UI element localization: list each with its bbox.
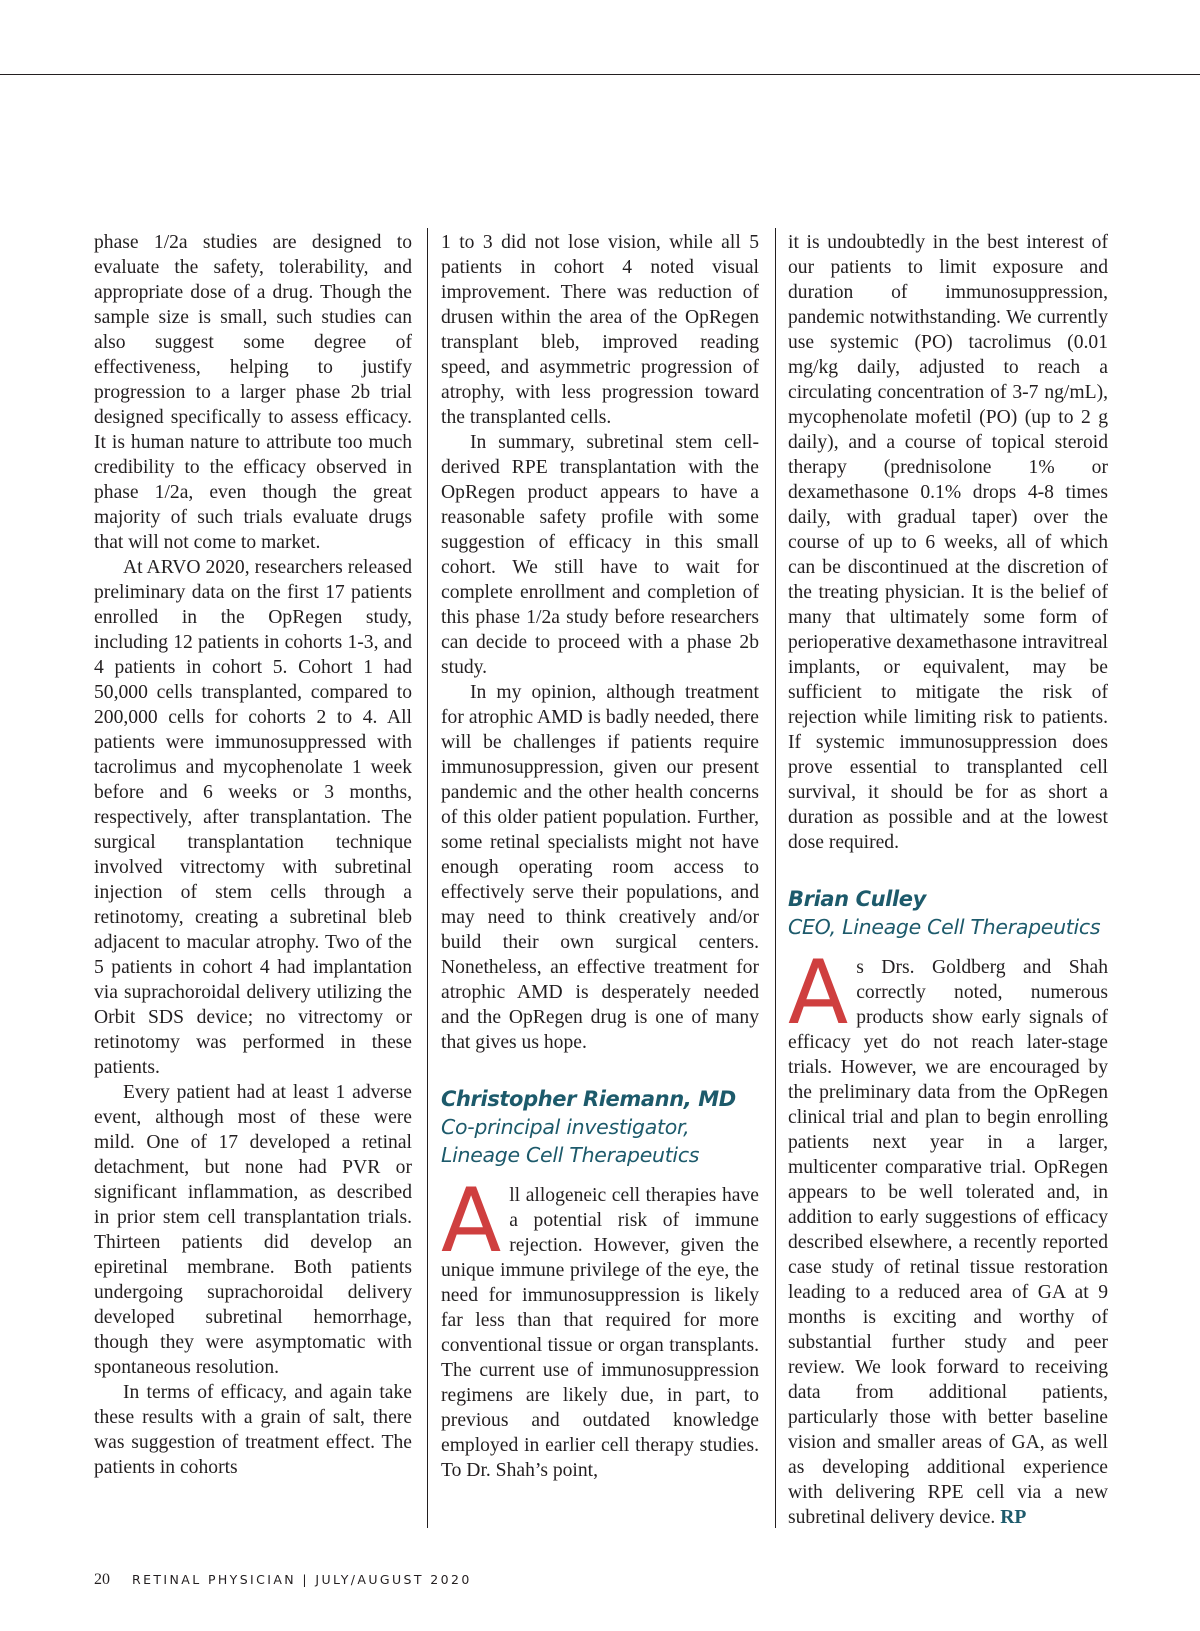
column-2 (441, 230, 759, 1538)
paragraph: In summary, subretinal stem cell-derived RPE transplantation with the OpRegen product appears to have a reasonable safety profile with some suggestion of efficacy in this small cohort. We still have to wait for complete enrollment and completion of this phase 1/2a study before researchers can decide to proceed with a phase 2b study. (441, 432, 759, 678)
paragraph: Every patient had at least 1 adverse event, although most of these were mild. One of 17 developed a retinal detachment, but none had PVR or significant inflammation, as described in prior stem cell transplantation trials. Thirteen patients did develop an epiretinal membrane. Both patients undergoing suprachoroidal delivery developed subretinal hemorrhage, though they were asymptomatic with spontaneous resolution. (94, 1082, 412, 1378)
drop-cap: A (441, 1169, 502, 1272)
paragraph: At ARVO 2020, researchers released preliminary data on the first 17 patients enrolled in the OpRegen study, including 12 patients in cohorts 1-3, and 4 patients in cohort 5. Cohort 1 had 50,000 cells transplanted, compared to 200,000 cells for cohorts 2 to 4. All patients were immunosuppressed with tacrolimus and mycophenolate 1 week before and 6 weeks or 3 months, respectively, after transplantation. The surgical transplantation technique involved vitrectomy with subretinal injection of stem cells through a retinotomy, creating a subretinal bleb adjacent to macular atrophy. Two of the 5 patients in cohort 4 had implantation via suprachoroidal delivery utilizing the Orbit SDS device; no vitrectomy or retinotomy was performed in these patients. (94, 557, 412, 1078)
author-affiliation: Lineage Cell Therapeutics (441, 1143, 700, 1167)
publication-name: RETINAL PHYSICIAN | JULY/AUGUST 2020 (132, 1572, 472, 1587)
paragraph-text: s Drs. Goldberg and Shah correctly noted, numerous products show early signals of efficacy yet do not reach later-stage trials. However, we are encouraged by the preliminary data from the OpRegen clinical trial and plan to begin enrolling patients next year in a larger, multicenter comparative trial. OpRegen appears to be well tolerated and, in addition to early suggestions of efficacy described elsewhere, a recently reported case study of retinal tissue restoration leading to a reduced area of GA at 9 months is exciting and worthy of substantial further study and peer review. We look forward to receiving data from additional patients, particularly those with better baseline vision and smaller areas of GA, as well as developing additional experience with delivering RPE cell via a new subretinal delivery device. (788, 957, 1108, 1528)
paragraph: 1 to 3 did not lose vision, while all 5 patients in cohort 4 noted visual improvement. There was reduction of drusen within the area of the OpRegen transplant bleb, improved reading speed, and asymmetric progression of atrophy, with less progression toward the transplanted cells. (441, 232, 759, 428)
page-number: 20 (94, 1571, 110, 1588)
end-mark: RP (1000, 1507, 1027, 1528)
author-name: Christopher Riemann, MD (441, 1087, 736, 1111)
column-1 (94, 230, 412, 1538)
author-role: Co-principal investigator, (441, 1115, 690, 1139)
paragraph: it is undoubtedly in the best interest of our patients to limit exposure and duration of immunosuppression, pandemic notwithstanding. We currently use systemic (PO) tacrolimus (0.01 mg/kg daily, adjusted to reach a circulating concentration of 3-7 ng/mL), mycophenolate mofetil (PO) (up to 2 g daily), and a course of topical steroid therapy (prednisolone 1% or dexamethasone 0.1% drops 4-8 times daily, with gradual taper) over the course of up to 6 weeks, all of which can be discontinued at the discretion of the treating physician. It is the belief of many that ultimately some form of perioperative dexamethasone intravitreal implants, or equivalent, may be sufficient to mitigate the risk of rejection while limiting risk to patients. If systemic immunosuppression does prove essential to transplanted cell survival, it should be for as short a duration as possible and at the lowest dose required. (788, 232, 1108, 853)
paragraph: phase 1/2a studies are designed to evaluate the safety, tolerability, and appropriate dose of a drug. Though the sample size is small, such studies can also suggest some degree of effectiveness, helping to justify progression to a larger phase 2b trial designed specifically to assess efficacy. It is human nature to attribute too much credibility to the efficacy observed in phase 1/2a, even though the great majority of such trials evaluate drugs that will not come to market. (94, 232, 412, 553)
author-role: CEO, Lineage Cell Therapeutics (788, 915, 1101, 939)
top-rule (0, 74, 1200, 75)
page-footer (94, 1570, 472, 1589)
paragraph: In terms of efficacy, and again take these results with a grain of salt, there was suggestion of treatment effect. The patients in cohorts (94, 1382, 412, 1478)
paragraph (788, 941, 1108, 1530)
paragraph: In my opinion, although treatment for atrophic AMD is badly needed, there will be challenges if patients require immunosuppression, given our present pandemic and the other health concerns of this older patient population. Further, some retinal specialists might not have enough operating room access to effectively serve their populations, and may need to think creatively and/or build their own surgical centers. Nonetheless, an effective treatment for atrophic AMD is desperately needed and the OpRegen drug is one of many that gives us hope. (441, 682, 759, 1053)
author-name: Brian Culley (788, 887, 926, 911)
column-divider (427, 228, 428, 1528)
paragraph (441, 1169, 759, 1483)
column-divider (775, 228, 776, 1528)
author-byline (788, 885, 1108, 941)
drop-cap: A (788, 941, 849, 1044)
column-3 (788, 230, 1108, 1538)
author-byline (441, 1085, 759, 1169)
paragraph-text: ll allogeneic cell therapies have a potential risk of immune rejection. However, given the unique immune privilege of the eye, the need for immunosuppression is likely far less than that required for more conventional tissue or organ transplants. The current use of immunosuppression regimens are likely due, in part, to previous and outdated knowledge employed in earlier cell therapy studies. To Dr. Shah’s point, (441, 1185, 759, 1481)
